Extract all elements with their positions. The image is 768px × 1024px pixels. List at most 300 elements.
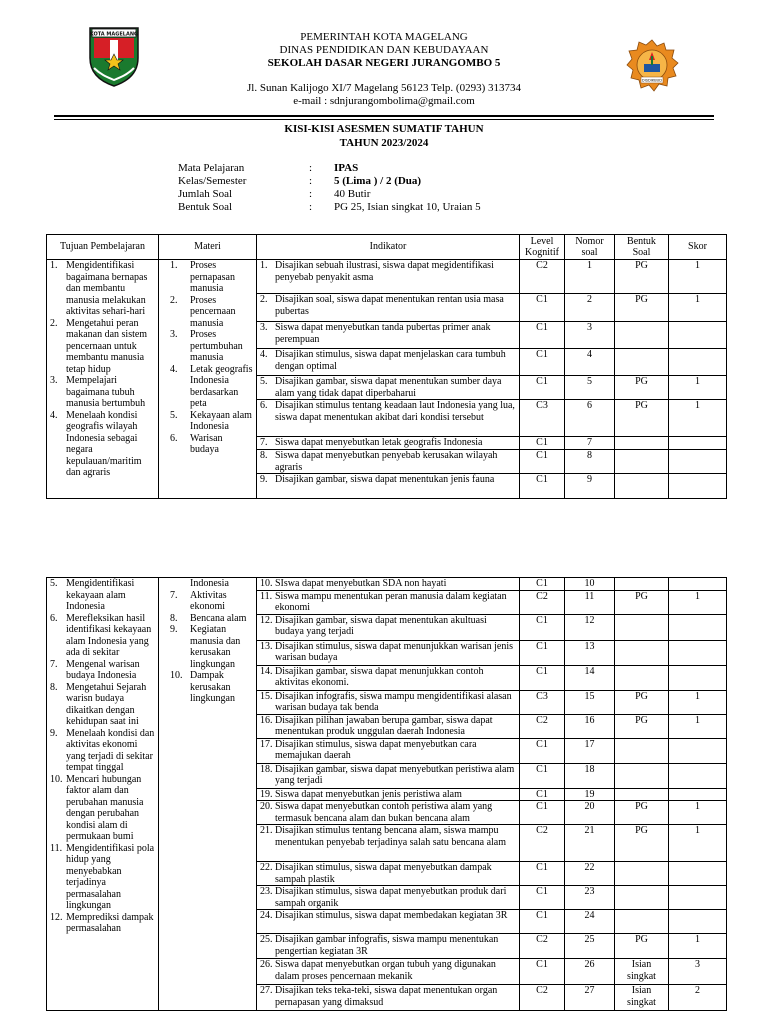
info-colon: : [309,201,313,213]
skor-cell: 3 [669,959,727,985]
indikator-cell [257,349,520,376]
indikator-number: 7. [260,437,268,448]
table-row [47,578,727,591]
tujuan-item-text: Mengidentifikasi kekayaan alam Indonesia [66,578,135,612]
indikator-number: 1. [260,260,268,271]
materi-item [162,433,253,456]
level-cell: C1 [520,886,565,910]
tujuan-item [50,728,155,774]
indikator-number: 21. [260,825,273,836]
indikator-text: Disajikan stimulus, siswa dapat menyebutkan produk dari sampah organik [275,886,507,909]
info-key: Mata Pelajaran [178,162,245,174]
level-cell: C1 [520,640,565,665]
nomor-cell: 19 [565,788,615,801]
nomor-cell: 12 [565,614,615,640]
indikator-text: Disajikan infografis, siswa mampu mengidentifikasi alasan warisan budaya tak benda [275,690,512,713]
indikator-number: 4. [260,349,268,360]
level-cell: C1 [520,437,565,450]
materi-item [162,590,253,613]
bentuk-cell [615,738,669,763]
materi-item-text: Aktivitas ekonomi [190,589,227,612]
indikator-cell [257,437,520,450]
indikator-number: 26. [260,959,273,970]
letterhead [200,31,568,108]
materi-item [162,295,253,330]
indikator [260,886,516,909]
materi-cell [159,578,257,1011]
level-cell: C2 [520,985,565,1011]
info-key: Bentuk Soal [178,201,233,213]
materi-item-number: 9. [170,624,178,635]
indikator-number: 25. [260,934,273,945]
level-cell: C1 [520,450,565,474]
indikator-text: Disajikan soal, siswa dapat menentukan rentan usia masa pubertas [275,294,504,317]
tujuan-item-list [50,260,155,479]
materi-item [162,260,253,295]
skor-cell: 1 [669,590,727,614]
government-name: PEMERINTAH KOTA MAGELANG [300,31,468,43]
indikator [260,474,516,486]
title-line-1: KISI-KISI ASESMEN SUMATIF TAHUN [284,123,484,135]
indikator [260,641,516,664]
indikator-cell [257,886,520,910]
tujuan-item [50,260,155,318]
indikator-number: 20. [260,801,273,812]
indikator [260,825,516,848]
materi-item [162,670,253,705]
indikator-cell [257,578,520,591]
bentuk-cell: PG [615,376,669,400]
indikator-text: Disajikan stimulus tentang keadaan laut Indonesia yang lua, siswa dapat menentukan akibat dari kondisi tersebut [275,400,515,423]
level-cell: C1 [520,349,565,376]
level-cell: C1 [520,474,565,499]
subject-info [178,162,594,214]
bentuk-cell [615,910,669,934]
indikator-cell [257,985,520,1011]
indikator [260,764,516,787]
skor-cell: 1 [669,714,727,738]
bentuk-cell: PG [615,260,669,294]
tujuan-item [50,410,155,479]
materi-item-text: Proses pernapasan manusia [190,260,235,294]
materi-item-list [162,578,253,705]
indikator-cell [257,738,520,763]
materi-item-list [162,260,253,456]
indikator [260,715,516,738]
skor-cell [669,862,727,886]
nomor-cell: 7 [565,437,615,450]
level-cell: C1 [520,578,565,591]
indikator-cell [257,788,520,801]
nomor-cell: 14 [565,665,615,690]
materi-item [162,624,253,670]
level-cell: C1 [520,665,565,690]
bentuk-cell [615,450,669,474]
department-name: DINAS PENDIDIKAN DAN KEBUDAYAAN [279,44,489,56]
tujuan-item [50,912,155,935]
indikator-number: 3. [260,322,268,333]
materi-item [162,613,253,625]
nomor-cell: 9 [565,474,615,499]
indikator-text: Disajikan teks teka-teki, siswa dapat menentukan organ pernapasan yang dimaksud [275,985,498,1008]
indikator-text: SIswa dapat menyebutkan SDA non hayati [275,578,447,589]
indikator-cell [257,376,520,400]
info-value: PG 25, Isian singkat 10, Uraian 5 [334,201,481,213]
materi-item-text: Bencana alam [190,612,247,624]
materi-item-text: Proses pertumbuhan manusia [190,329,243,363]
indikator-number: 27. [260,985,273,996]
table-row [47,260,727,294]
indikator-cell [257,714,520,738]
indikator-number: 12. [260,614,273,626]
materi-item-text: Kegiatan manusia dan kerusakan lingkungan [190,624,241,670]
indikator-text: Disajikan gambar, siswa dapat menentukan akultuasi budaya yang terjadi [275,614,487,637]
materi-item-number [162,578,190,590]
level-cell: C2 [520,260,565,294]
indikator [260,349,516,372]
indikator-cell [257,640,520,665]
kota-magelang-logo [86,24,142,88]
indikator [260,739,516,762]
indikator-cell [257,934,520,959]
skor-cell: 1 [669,294,727,322]
svg-text:KOTA MAGELANG: KOTA MAGELANG [89,31,139,38]
info-row [178,188,594,201]
materi-item-text: Warisan budaya [190,432,223,455]
skor-cell: 2 [669,985,727,1011]
school-name: SEKOLAH DASAR NEGERI JURANGOMBO 5 [267,57,501,69]
materi-item [162,410,253,433]
skor-cell [669,788,727,801]
col-header-materi: Materi [159,235,257,260]
indikator [260,985,516,1008]
indikator-cell [257,400,520,437]
tujuan-item-number: 12. [50,911,63,923]
indikator-text: Siswa dapat menyebutkan letak geografis Indonesia [275,437,483,448]
bentuk-cell [615,437,669,450]
skor-cell [669,450,727,474]
indikator-number: 19. [260,788,273,800]
level-cell: C3 [520,690,565,714]
materi-item-number: 6. [170,432,178,444]
indikator [260,862,516,885]
nomor-cell: 18 [565,763,615,788]
indikator-number: 13. [260,640,273,652]
nomor-cell: 3 [565,322,615,349]
tujuan-item-number: 9. [50,727,58,739]
indikator-cell [257,665,520,690]
indikator-text: Disajikan sebuah ilustrasi, siswa dapat megidentifikasi penyebab penyakit asma [275,260,494,283]
skor-cell [669,640,727,665]
indikator [260,910,516,922]
indikator-text: Siswa dapat menyebutkan tanda pubertas primer anak perempuan [275,322,491,345]
indikator-number: 2. [260,294,268,305]
tujuan-item-text: Mengetahui Sejarah warisn budaya dikaitkan dengan kehidupan saat ini [66,681,147,727]
level-cell: C1 [520,322,565,349]
indikator-text: Disajikan gambar, siswa dapat menentukan jenis fauna [275,474,495,485]
nomor-cell: 23 [565,886,615,910]
indikator-text: Disajikan stimulus, siswa dapat menjelaskan cara tumbuh dengan optimal [275,349,506,372]
tujuan-item [50,659,155,682]
indikator [260,437,516,449]
indikator-number: 6. [260,400,268,411]
info-value: 40 Butir [334,188,371,200]
nomor-cell: 15 [565,690,615,714]
tujuan-item-text: Mempelajari bagaimana tubuh manusia bertumbuh [66,375,146,409]
indikator [260,578,516,590]
tujuan-item-number: 8. [50,681,58,693]
tujuan-item-text: Mengetahui peran makanan dan sistem pencernaan untuk membantu manusia tetap hidup [66,317,148,375]
skor-cell [669,665,727,690]
materi-item-number: 2. [170,294,178,306]
tujuan-item-text: Merefleksikan hasil identifikasi kekayaan alam Indonesia yang ada di sekitar [66,612,152,658]
materi-item-number: 4. [170,363,178,375]
skor-cell [669,349,727,376]
indikator-text: Disajikan gambar infografis, siswa mampu menentukan pengertian kegiatan 3R [275,934,499,957]
bentuk-cell: PG [615,825,669,862]
svg-text:DISDIKBUD: DISDIKBUD [641,78,663,83]
level-cell: C2 [520,590,565,614]
tujuan-item [50,613,155,659]
indikator-number: 23. [260,886,273,897]
tujuan-item [50,843,155,912]
indikator-text: Disajikan stimulus, siswa dapat menunjukkan warisan jenis warisan budaya [275,640,514,663]
col-header-level: Level Kognitif [520,235,565,260]
indikator-cell [257,294,520,322]
col-header-indikator: Indikator [257,235,520,260]
indikator-cell [257,801,520,825]
indikator-text: Disajikan stimulus tentang bencana alam, siswa mampu menentukan penyebab terjadinya salah satu bencana alam [275,825,507,848]
indikator-cell [257,910,520,934]
bentuk-cell [615,862,669,886]
indikator-text: Siswa dapat menyebutkan jenis peristiwa alam [275,788,462,800]
materi-item-text: Letak geografis Indonesia berdasarkan peta [190,363,253,409]
indikator-number: 17. [260,738,273,750]
indikator-number: 16. [260,714,273,726]
indikator-cell [257,590,520,614]
grid-table-page-1 [46,234,727,499]
indikator-number: 22. [260,862,273,873]
indikator [260,666,516,689]
info-key: Jumlah Soal [178,188,233,200]
col-header-tujuan: Tujuan Pembelajaran [47,235,159,260]
title-line-2: TAHUN 2023/2024 [339,137,429,149]
materi-cell [159,260,257,499]
bentuk-cell [615,322,669,349]
table-2-body [47,578,727,1011]
nomor-cell: 21 [565,825,615,862]
info-colon: : [309,162,313,174]
materi-item [162,578,253,590]
indikator-text: Siswa dapat menyebutkan contoh peristiwa alam yang termasuk bencana alam dan bukan bencana alam [275,801,493,824]
tujuan-item-number: 11. [50,842,63,854]
tujuan-item-text: Mengenal warisan budaya Indonesia [66,658,140,681]
level-cell: C1 [520,376,565,400]
indikator-text: Disajikan stimulus, siswa dapat menyebutkan dampak sampah plastik [275,862,492,885]
indikator-cell [257,322,520,349]
indikator-text: Disajikan gambar, siswa dapat menyebutkan peristiwa alam yang terjadi [275,763,515,786]
indikator-cell [257,614,520,640]
indikator-text: Siswa dapat menyebutkan organ tubuh yang digunakan dalam proses pencernaan mekanik [275,959,496,982]
nomor-cell: 25 [565,934,615,959]
materi-item [162,364,253,410]
tujuan-item [50,375,155,410]
bentuk-cell: Isian singkat [615,985,669,1011]
bentuk-cell [615,788,669,801]
school-email: e-mail : sdnjurangombolima@gmail.com [293,95,475,107]
indikator-cell [257,959,520,985]
materi-item-number: 8. [170,612,178,624]
tujuan-item-number: 2. [50,317,58,329]
indikator-number: 8. [260,450,268,461]
indikator-number: 14. [260,665,273,677]
bentuk-cell [615,614,669,640]
indikator [260,801,516,824]
info-row [178,175,594,188]
skor-cell: 1 [669,260,727,294]
materi-item-text: Proses pencernaan manusia [190,294,236,329]
document-title [200,122,568,150]
skor-cell: 1 [669,825,727,862]
nomor-cell: 20 [565,801,615,825]
materi-item-text: Indonesia [190,578,229,589]
bentuk-cell [615,763,669,788]
nomor-cell: 10 [565,578,615,591]
tujuan-item-number: 4. [50,409,58,421]
tujuan-item-number: 5. [50,578,58,589]
skor-cell [669,474,727,499]
level-cell: C1 [520,959,565,985]
materi-item-number: 10. [170,670,183,681]
bentuk-cell: PG [615,714,669,738]
indikator [260,789,516,801]
skor-cell [669,578,727,591]
col-header-skor: Skor [669,235,727,260]
materi-item-text: Dampak kerusakan lingkungan [190,670,235,704]
indikator [260,260,516,283]
tujuan-item-text: Mencari hubungan faktor alam dan perubahan manusia dengan perubahan kondisi alam di permukaan bumi [66,773,144,842]
tujuan-item-text: Mengidentifikasi pola hidup yang menyebabkan terjadinya permasalahan lingkungan [66,842,155,911]
tujuan-item [50,774,155,843]
school-address: Jl. Sunan Kalijogo XI/7 Magelang 56123 Telp. (0293) 313734 [247,82,521,94]
indikator-text: Disajikan stimulus, siswa dapat membedakan kegiatan 3R [275,910,508,921]
nomor-cell: 1 [565,260,615,294]
materi-item-number: 3. [170,329,178,340]
nomor-cell: 11 [565,590,615,614]
nomor-cell: 13 [565,640,615,665]
level-cell: C2 [520,934,565,959]
info-row [178,201,594,214]
nomor-cell: 27 [565,985,615,1011]
level-cell: C3 [520,400,565,437]
tujuan-item-text: Memprediksi dampak permasalahan [66,911,154,934]
skor-cell [669,322,727,349]
nomor-cell: 16 [565,714,615,738]
nomor-cell: 2 [565,294,615,322]
skor-cell: 1 [669,934,727,959]
bentuk-cell: PG [615,690,669,714]
tujuan-item-number: 7. [50,658,58,670]
indikator-cell [257,862,520,886]
indikator-cell [257,690,520,714]
indikator-text: Disajikan gambar, siswa dapat menunjukkan contoh aktivitas ekonomi. [275,665,484,688]
indikator [260,450,516,473]
level-cell: C1 [520,801,565,825]
tujuan-item-number: 6. [50,612,58,624]
skor-cell [669,763,727,788]
letterhead-rule-thin [54,119,714,120]
tujuan-item-text: Menelaah kondisi geografis wilayah Indonesia sebagai negara kepulauan/maritim dan agraris [66,409,142,478]
indikator-number: 15. [260,690,273,702]
bentuk-cell [615,665,669,690]
info-value: 5 (Lima ) / 2 (Dua) [334,175,422,187]
disdikbud-logo [624,38,680,94]
bentuk-cell [615,640,669,665]
indikator-text: Disajikan gambar, siswa dapat menentukan sumber daya alam yang tidak dapat diperbaharui [275,376,502,399]
skor-cell [669,738,727,763]
skor-cell [669,614,727,640]
indikator-cell [257,763,520,788]
indikator-number: 24. [260,910,273,921]
level-cell: C1 [520,614,565,640]
info-colon: : [309,188,313,200]
bentuk-cell: PG [615,294,669,322]
level-cell: C1 [520,294,565,322]
indikator-number: 18. [260,763,273,775]
nomor-cell: 17 [565,738,615,763]
level-cell: C2 [520,714,565,738]
table-header-row [47,235,727,260]
bentuk-cell: PG [615,400,669,437]
indikator-cell [257,474,520,499]
skor-cell: 1 [669,801,727,825]
materi-item-number: 5. [170,409,178,421]
bentuk-cell [615,349,669,376]
level-cell: C1 [520,763,565,788]
bentuk-cell [615,474,669,499]
tujuan-cell [47,260,159,499]
tujuan-item-number: 10. [50,773,63,785]
indikator [260,959,516,982]
skor-cell [669,437,727,450]
skor-cell: 1 [669,400,727,437]
bentuk-cell: PG [615,934,669,959]
table-1-body [47,260,727,499]
indikator-number: 5. [260,376,268,387]
indikator-text: Disajikan pilihan jawaban berupa gambar, siswa dapat menentukan produk unggulan daerah Indonesia [275,714,493,737]
nomor-cell: 8 [565,450,615,474]
indikator-cell [257,260,520,294]
nomor-cell: 26 [565,959,615,985]
indikator-text: Disajikan stimulus, siswa dapat menyebutkan cara memajukan daerah [275,738,477,761]
bentuk-cell: PG [615,590,669,614]
indikator [260,615,516,638]
indikator-cell [257,825,520,862]
tujuan-item-text: Menelaah kondisi dan aktivitas ekonomi yang terjadi di sekitar tempat tinggal [66,727,155,773]
bentuk-cell [615,578,669,591]
skor-cell [669,910,727,934]
tujuan-item-number: 3. [50,375,58,386]
indikator [260,400,516,423]
materi-item-number: 1. [170,260,178,271]
tujuan-item-list [50,578,155,935]
skor-cell [669,886,727,910]
col-header-bentuk: Bentuk Soal [615,235,669,260]
indikator [260,934,516,957]
info-colon: : [309,175,313,187]
letterhead-rule-thick [54,115,714,117]
tujuan-item [50,578,155,613]
